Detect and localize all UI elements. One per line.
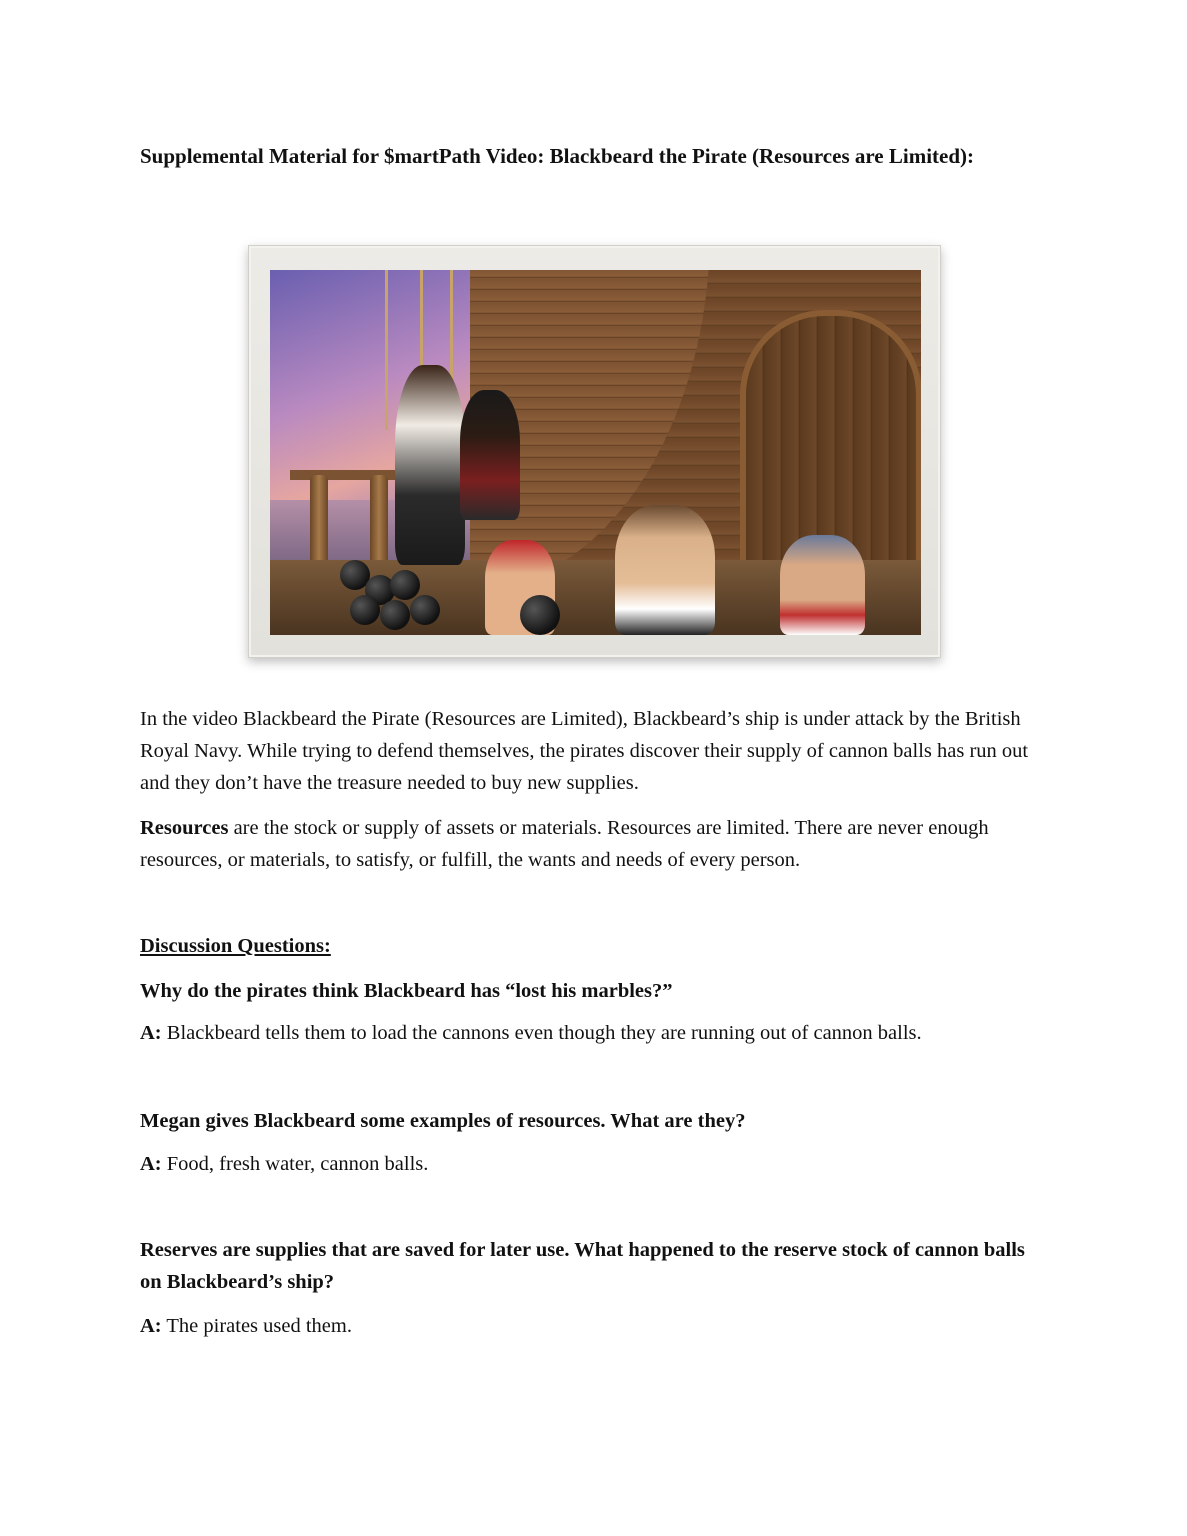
answer-2 — [140, 1148, 1046, 1180]
answer-text: The pirates used them. — [161, 1315, 352, 1337]
discussion-heading: Discussion Questions: — [140, 935, 331, 957]
rail-post — [310, 475, 328, 565]
question-3: Reserves are supplies that are saved for later use. What happened to the reserve stock of cannon balls on Blackbeard’s ship? — [140, 1239, 1025, 1293]
video-still-frame — [248, 245, 941, 658]
answer-text: Blackbeard tells them to load the cannons even though they are running out of cannon balls. — [161, 1022, 922, 1044]
answer-label: A: — [140, 1315, 162, 1337]
answer-label: A: — [140, 1153, 162, 1175]
cannon-ball — [410, 595, 440, 625]
woman-figure — [395, 365, 465, 565]
video-still-image — [270, 270, 921, 635]
answer-text: Food, fresh water, cannon balls. — [161, 1153, 429, 1175]
question-2: Megan gives Blackbeard some examples of resources. What are they? — [140, 1110, 746, 1132]
intro-paragraph: In the video Blackbeard the Pirate (Resources are Limited), Blackbeard’s ship is under attack by the British Royal Navy. While trying to defend themselves, the pirates discover their supply of cannon balls has run out and they don’t have the treasure needed to buy new supplies. — [140, 708, 1029, 794]
document-title: Supplemental Material for $martPath Video: Blackbeard the Pirate (Resources are Limited): — [140, 144, 975, 168]
question-1: Why do the pirates think Blackbeard has “lost his marbles?” — [140, 980, 673, 1002]
answer-label: A: — [140, 1022, 162, 1044]
definition-term: Resources — [140, 817, 229, 839]
resources-definition — [140, 812, 1046, 876]
rigging-rope — [385, 270, 388, 430]
cannon-ball — [520, 595, 560, 635]
rail-post — [370, 475, 388, 565]
pirate-puppet-hat — [615, 505, 715, 635]
answer-3 — [140, 1310, 1046, 1342]
cannon-ball — [350, 595, 380, 625]
blackbeard-puppet — [460, 390, 520, 520]
definition-text: are the stock or supply of assets or materials. Resources are limited. There are never enough resources, or materials, to satisfy, or fulfill, the wants and needs of every person. — [140, 817, 989, 871]
pirate-puppet-mustache — [780, 535, 865, 635]
cannon-ball — [380, 600, 410, 630]
cannon-ball — [390, 570, 420, 600]
answer-1 — [140, 1017, 1046, 1049]
